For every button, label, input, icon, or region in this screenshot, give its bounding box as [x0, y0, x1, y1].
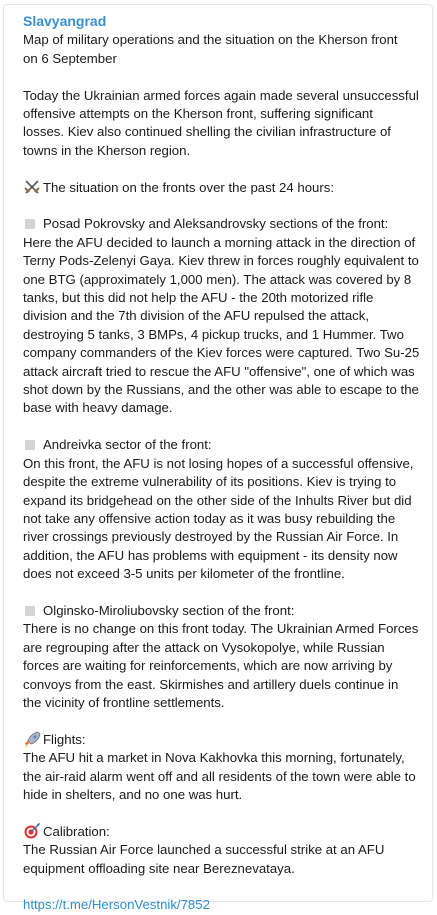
section-andreivka	[23, 436, 422, 583]
situation-header-text: The situation on the fronts over the past 24 hours:	[43, 179, 335, 195]
text-line: company commanders of the Kiev forces were captured. Two Su-25	[23, 345, 420, 361]
text-line: river crossings previously destroyed by the Russian Air Force. In	[23, 529, 399, 545]
text-line: convoys from the east. Skirmishes and artillery duels continue in	[23, 676, 399, 692]
text-line: division and the 7th division of the AFU repulsed the attack,	[23, 308, 370, 324]
source-link[interactable]: https://t.me/HersonVestnik/7852	[23, 897, 210, 913]
text-line: The AFU hit a market in Nova Kakhovka this morning, fortunately,	[23, 750, 405, 766]
section-heading-line	[23, 731, 422, 749]
square-bullet-icon	[25, 440, 35, 450]
text-line: expand its bridgehead on the other side of the Inhults River but did	[23, 492, 412, 508]
text-line: equipment offloading site near Bereznevataya.	[23, 860, 295, 876]
section-heading-line	[23, 823, 422, 841]
square-bullet-icon	[25, 606, 35, 616]
section-heading-line	[23, 215, 422, 233]
section-heading: Calibration:	[43, 823, 110, 839]
text-line: towns in the Kherson region.	[23, 142, 191, 158]
section-heading: Posad Pokrovsky and Aleksandrovsky sections of the front:	[43, 216, 389, 232]
text-line: hide in shelters, and no one was hurt.	[23, 786, 243, 802]
text-line: one BTG (approximately 1,000 men). The attack was covered by 8	[23, 271, 412, 287]
situation-header-line	[23, 179, 422, 197]
text-line: the air-raid alarm went off and all residents of the town were able to	[23, 768, 416, 784]
message-bubble	[3, 4, 433, 913]
text-line: losses. Kiev also continued shelling the civilian infrastructure of	[23, 124, 391, 140]
text-line: not take any offensive action today as it was busy rebuilding the	[23, 510, 396, 526]
section-flights	[23, 731, 422, 805]
text-line: Terny Pods-Zelenyi Gaya. Kiev threw in forces roughly equivalent to	[23, 253, 419, 269]
text-line: Today the Ukrainian armed forces again made several unsuccessful	[23, 87, 419, 103]
intro-paragraph	[23, 87, 422, 161]
section-posad	[23, 215, 422, 417]
text-line: Map of military operations and the situation on the Kherson front	[23, 32, 398, 48]
text-line: despite the extreme vulnerability of its positions. Kiev is trying to	[23, 474, 397, 490]
text-line: On this front, the AFU is not losing hopes of a successful offensive,	[23, 455, 414, 471]
text-line: shot down by the Russians, and the other was able to escape to the	[23, 382, 419, 398]
text-line: on 6 September	[23, 50, 117, 66]
section-heading: Olginsko-Miroliubovsky section of the front:	[43, 602, 295, 618]
text-line: addition, the AFU has problems with equipment - its density now	[23, 547, 398, 563]
text-line: the vicinity of frontline settlements.	[23, 694, 225, 710]
text-line: are regrouping after the attack on Vysokopolye, while Russian	[23, 639, 385, 655]
section-heading-line	[23, 602, 422, 620]
text-line: forces are waiting for reinforcements, which are now arriving by	[23, 658, 393, 674]
text-line: offensive attempts on the Kherson front, suffering significant	[23, 106, 373, 122]
target-icon	[23, 823, 41, 839]
text-line: The Russian Air Force launched a successful strike at an AFU	[23, 842, 385, 858]
situation-header	[23, 179, 422, 197]
section-heading-line	[23, 436, 422, 454]
text-line: base with heavy damage.	[23, 400, 173, 416]
text-line: destroying 5 tanks, 3 BMPs, 4 pickup trucks, and 1 Hummer. Two	[23, 326, 404, 342]
post-title	[23, 31, 422, 68]
text-line: does not exceed 3-5 units per kilometer of the frontline.	[23, 566, 345, 582]
channel-name[interactable]: Slavyangrad	[23, 13, 107, 29]
text-line: tanks, but this did not help the AFU - the 20th motorized rifle	[23, 290, 374, 306]
text-line: attack aircraft tried to rescue the AFU "offensive", one of which was	[23, 363, 415, 379]
section-calibration	[23, 823, 422, 878]
section-heading: Flights:	[43, 731, 86, 747]
section-heading: Andreivka sector of the front:	[43, 437, 212, 453]
section-olginsko	[23, 602, 422, 712]
text-line: Here the AFU decided to launch a morning attack in the direction of	[23, 234, 416, 250]
text-line: There is no change on this front today. The Ukrainian Armed Forces	[23, 621, 419, 637]
square-bullet-icon	[25, 219, 35, 229]
crossed-swords-icon	[23, 179, 41, 195]
rocket-icon	[23, 731, 41, 747]
